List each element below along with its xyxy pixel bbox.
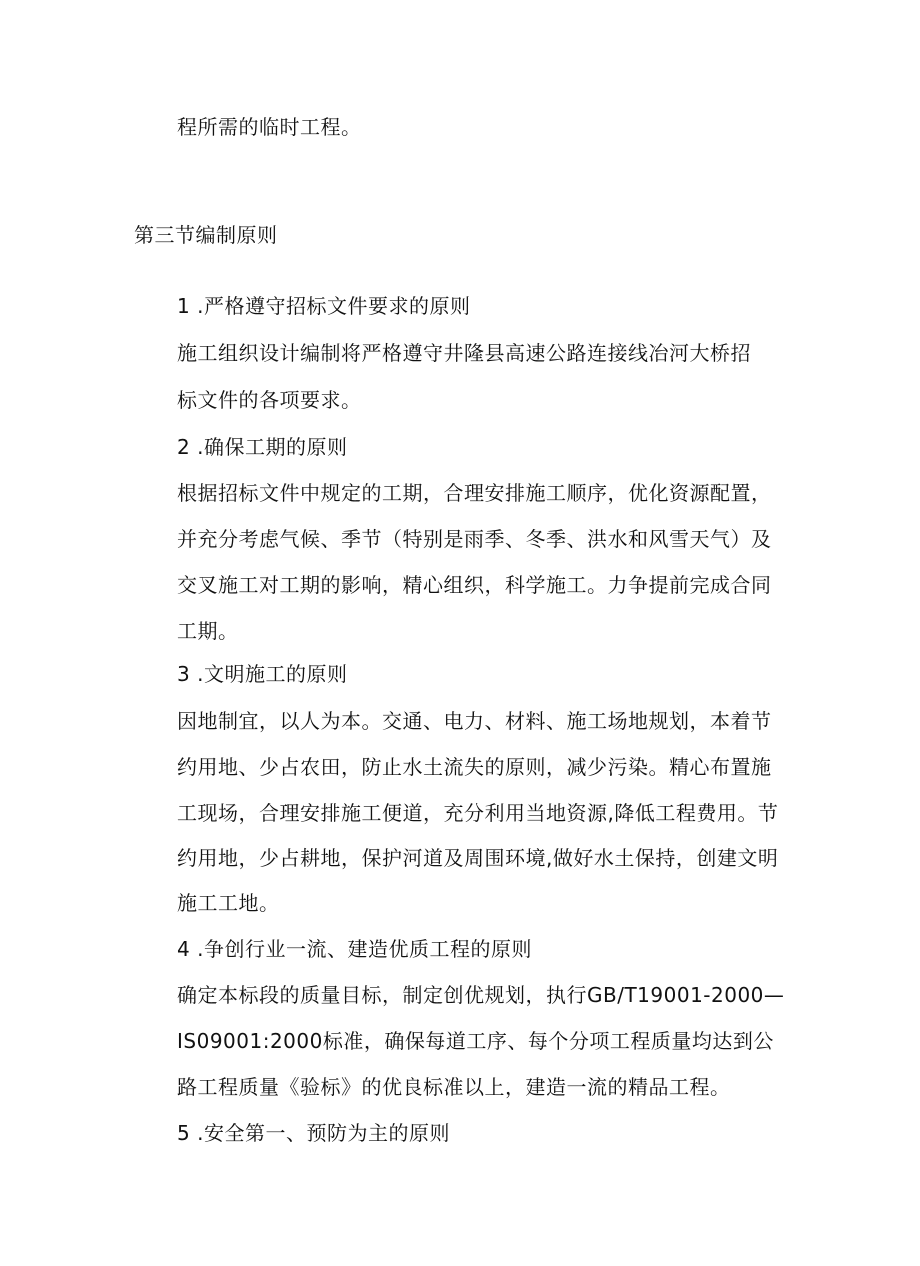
- principle-2-body-line: 交叉施工对工期的影响，精心组织，科学施工。力争提前完成合同: [177, 573, 772, 597]
- principle-1-title: 1 .严格遵守招标文件要求的原则: [177, 294, 471, 318]
- principle-3-body-line: 约用地，少占耕地，保护河道及周围环境,做好水土保持，创建文明: [177, 846, 779, 870]
- principle-3-title: 3 .文明施工的原则: [177, 662, 348, 686]
- principle-1-body-line: 施工组织设计编制将严格遵守井隆县高速公路连接线冶河大桥招: [177, 341, 751, 365]
- principle-4-body-line: 确定本标段的质量目标，制定创优规划，执行GB/T19001-2000—: [177, 983, 785, 1007]
- principle-3-body-line: 施工工地。: [177, 891, 280, 915]
- principle-3-body-line: 因地制宜，以人为本。交通、电力、材料、施工场地规划，本着节: [177, 709, 772, 733]
- principle-4-title: 4 .争创行业一流、建造优质工程的原则: [177, 937, 532, 961]
- principle-2-body-line: 根据招标文件中规定的工期，合理安排施工顺序，优化资源配置，: [177, 481, 772, 505]
- principle-3-body-line: 约用地、少占农田，防止水土流失的原则，减少污染。精心布置施: [177, 755, 772, 779]
- principle-1-body-line: 标文件的各项要求。: [177, 388, 362, 412]
- principle-2-body-line: 并充分考虑气候、季节（特别是雨季、冬季、洪水和风雪天气）及: [177, 527, 772, 551]
- section-heading: 第三节编制原则: [134, 223, 278, 247]
- principle-4-body-line: IS09001:2000标准，确保每道工序、每个分项工程质量均达到公: [177, 1029, 774, 1053]
- principle-2-body-line: 工期。: [177, 619, 239, 643]
- principle-2-title: 2 .确保工期的原则: [177, 435, 348, 459]
- principle-4-body-line: 路工程质量《验标》的优良标准以上，建造一流的精品工程。: [177, 1075, 731, 1099]
- continuation-text: 程所需的临时工程。: [177, 115, 362, 139]
- principle-5-title: 5 .安全第一、预防为主的原则: [177, 1121, 450, 1145]
- principle-3-body-line: 工现场，合理安排施工便道，充分利用当地资源,降低工程费用。节: [177, 801, 779, 825]
